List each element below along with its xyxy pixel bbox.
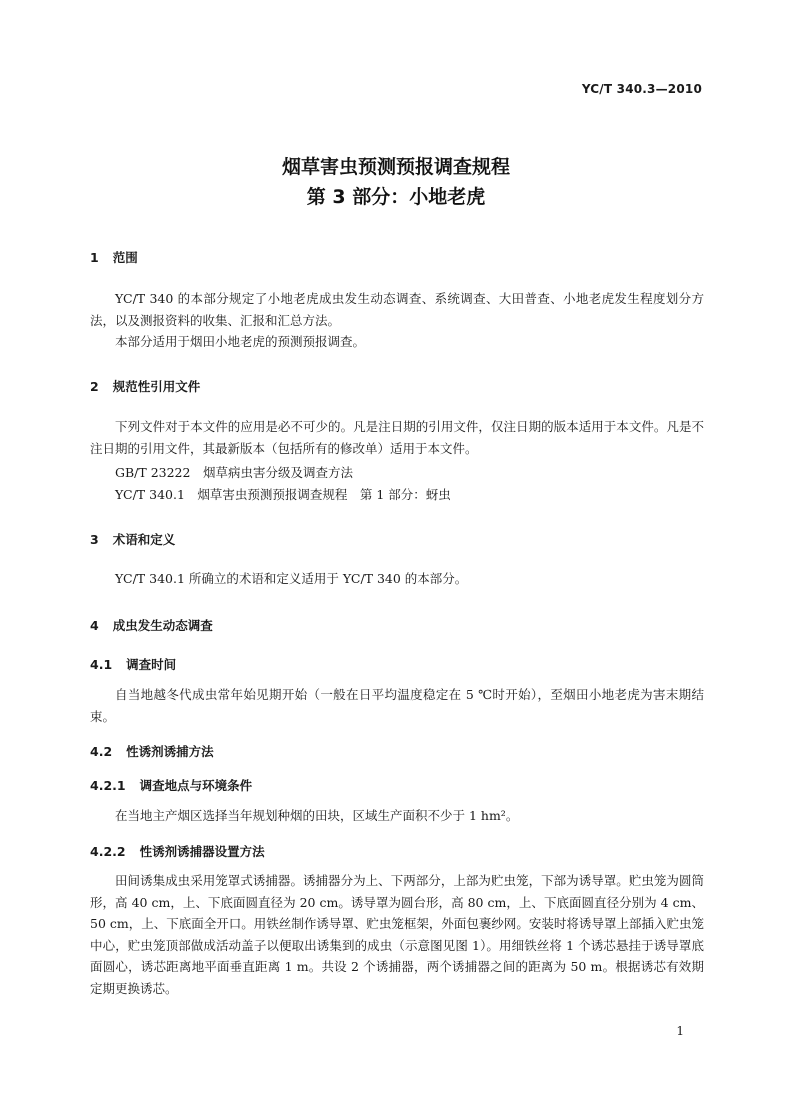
- section-number: 4: [90, 618, 99, 633]
- reference-item: YC/T 340.1 烟草害虫预测预报调查规程 第 1 部分：蚜虫: [115, 487, 451, 502]
- section-1-heading: [90, 248, 138, 266]
- section-4-2-1-paragraph-1: 在当地主产烟区选择当年规划种烟的田块，区域生产面积不少于 1 hm²。: [115, 808, 519, 823]
- section-number: 1: [90, 250, 99, 265]
- section-3-heading: [90, 530, 175, 548]
- section-number: 3: [90, 532, 99, 547]
- section-1-paragraph-1: YC/T 340 的本部分规定了小地老虎成虫发生动态调查、系统调查、大田普查、小地老虎发生程度划分方法，以及测报资料的收集、汇报和汇总方法。: [90, 291, 704, 328]
- section-number: 4.2: [90, 744, 113, 759]
- document-subtitle: 第 3 部分：小地老虎: [306, 186, 486, 208]
- section-4-1-heading: [90, 655, 176, 673]
- section-4-2-1-heading: [90, 776, 252, 794]
- reference-item: GB/T 23222 烟草病虫害分级及调查方法: [115, 465, 353, 480]
- section-1-paragraph-2: 本部分适用于烟田小地老虎的预测预报调查。: [115, 334, 366, 349]
- section-2-heading: [90, 377, 200, 395]
- section-2-paragraph-1: 下列文件对于本文件的应用是必不可少的。凡是注日期的引用文件，仅注日期的版本适用于本文件。凡是不注日期的引用文件，其最新版本（包括所有的修改单）适用于本文件。: [90, 419, 704, 456]
- section-title: 调查地点与环境条件: [139, 778, 253, 793]
- section-title: 范围: [112, 250, 138, 265]
- section-number: 4.2.1: [90, 778, 126, 793]
- section-3-paragraph-1: YC/T 340.1 所确立的术语和定义适用于 YC/T 340 的本部分。: [115, 571, 468, 586]
- section-title: 规范性引用文件: [112, 379, 201, 394]
- section-number: 2: [90, 379, 99, 394]
- section-number: 4.1: [90, 657, 113, 672]
- standard-number: YC/T 340.3—2010: [581, 82, 702, 96]
- section-number: 4.2.2: [90, 844, 126, 859]
- section-4-2-2-heading: [90, 842, 265, 860]
- section-title: 性诱剂诱捕器设置方法: [139, 844, 265, 859]
- section-4-1-paragraph-1: 自当地越冬代成虫常年始见期开始（一般在日平均温度稳定在 5 ℃时开始），至烟田小地老虎为害末期结束。: [90, 687, 704, 724]
- section-title: 成虫发生动态调查: [112, 618, 213, 633]
- document-title: 烟草害虫预测预报调查规程: [281, 156, 510, 178]
- section-title: 性诱剂诱捕方法: [126, 744, 214, 759]
- section-4-heading: [90, 616, 213, 634]
- section-title: 调查时间: [126, 657, 177, 672]
- section-4-2-2-paragraph-1: 田间诱集成虫采用笼罩式诱捕器。诱捕器分为上、下两部分，上部为贮虫笼，下部为诱导罩。贮虫笼为圆筒形，高 40 cm，上、下底面圆直径为 20 cm。诱导罩为圆台形，高 80 cm，上、下底面圆直径分别为 4 cm、50 cm，上、下底面全开口。用铁丝制作诱导罩、贮虫笼框架，外面包裹纱网。安装时将诱导罩上部插入贮虫笼中心，贮虫笼顶部做成活动盖子以便取出诱集到的成虫（示意图见图 1）。用细铁丝将 1 个诱芯悬挂于诱导罩底面圆心，诱芯距离地平面垂直距离 1 m。共设 2 个诱捕器，两个诱捕器之间的距离为 50 m。根据诱芯有效期定期更换诱芯。: [90, 873, 704, 996]
- section-title: 术语和定义: [112, 532, 176, 547]
- section-4-2-heading: [90, 742, 214, 760]
- page-number: 1: [676, 1024, 684, 1038]
